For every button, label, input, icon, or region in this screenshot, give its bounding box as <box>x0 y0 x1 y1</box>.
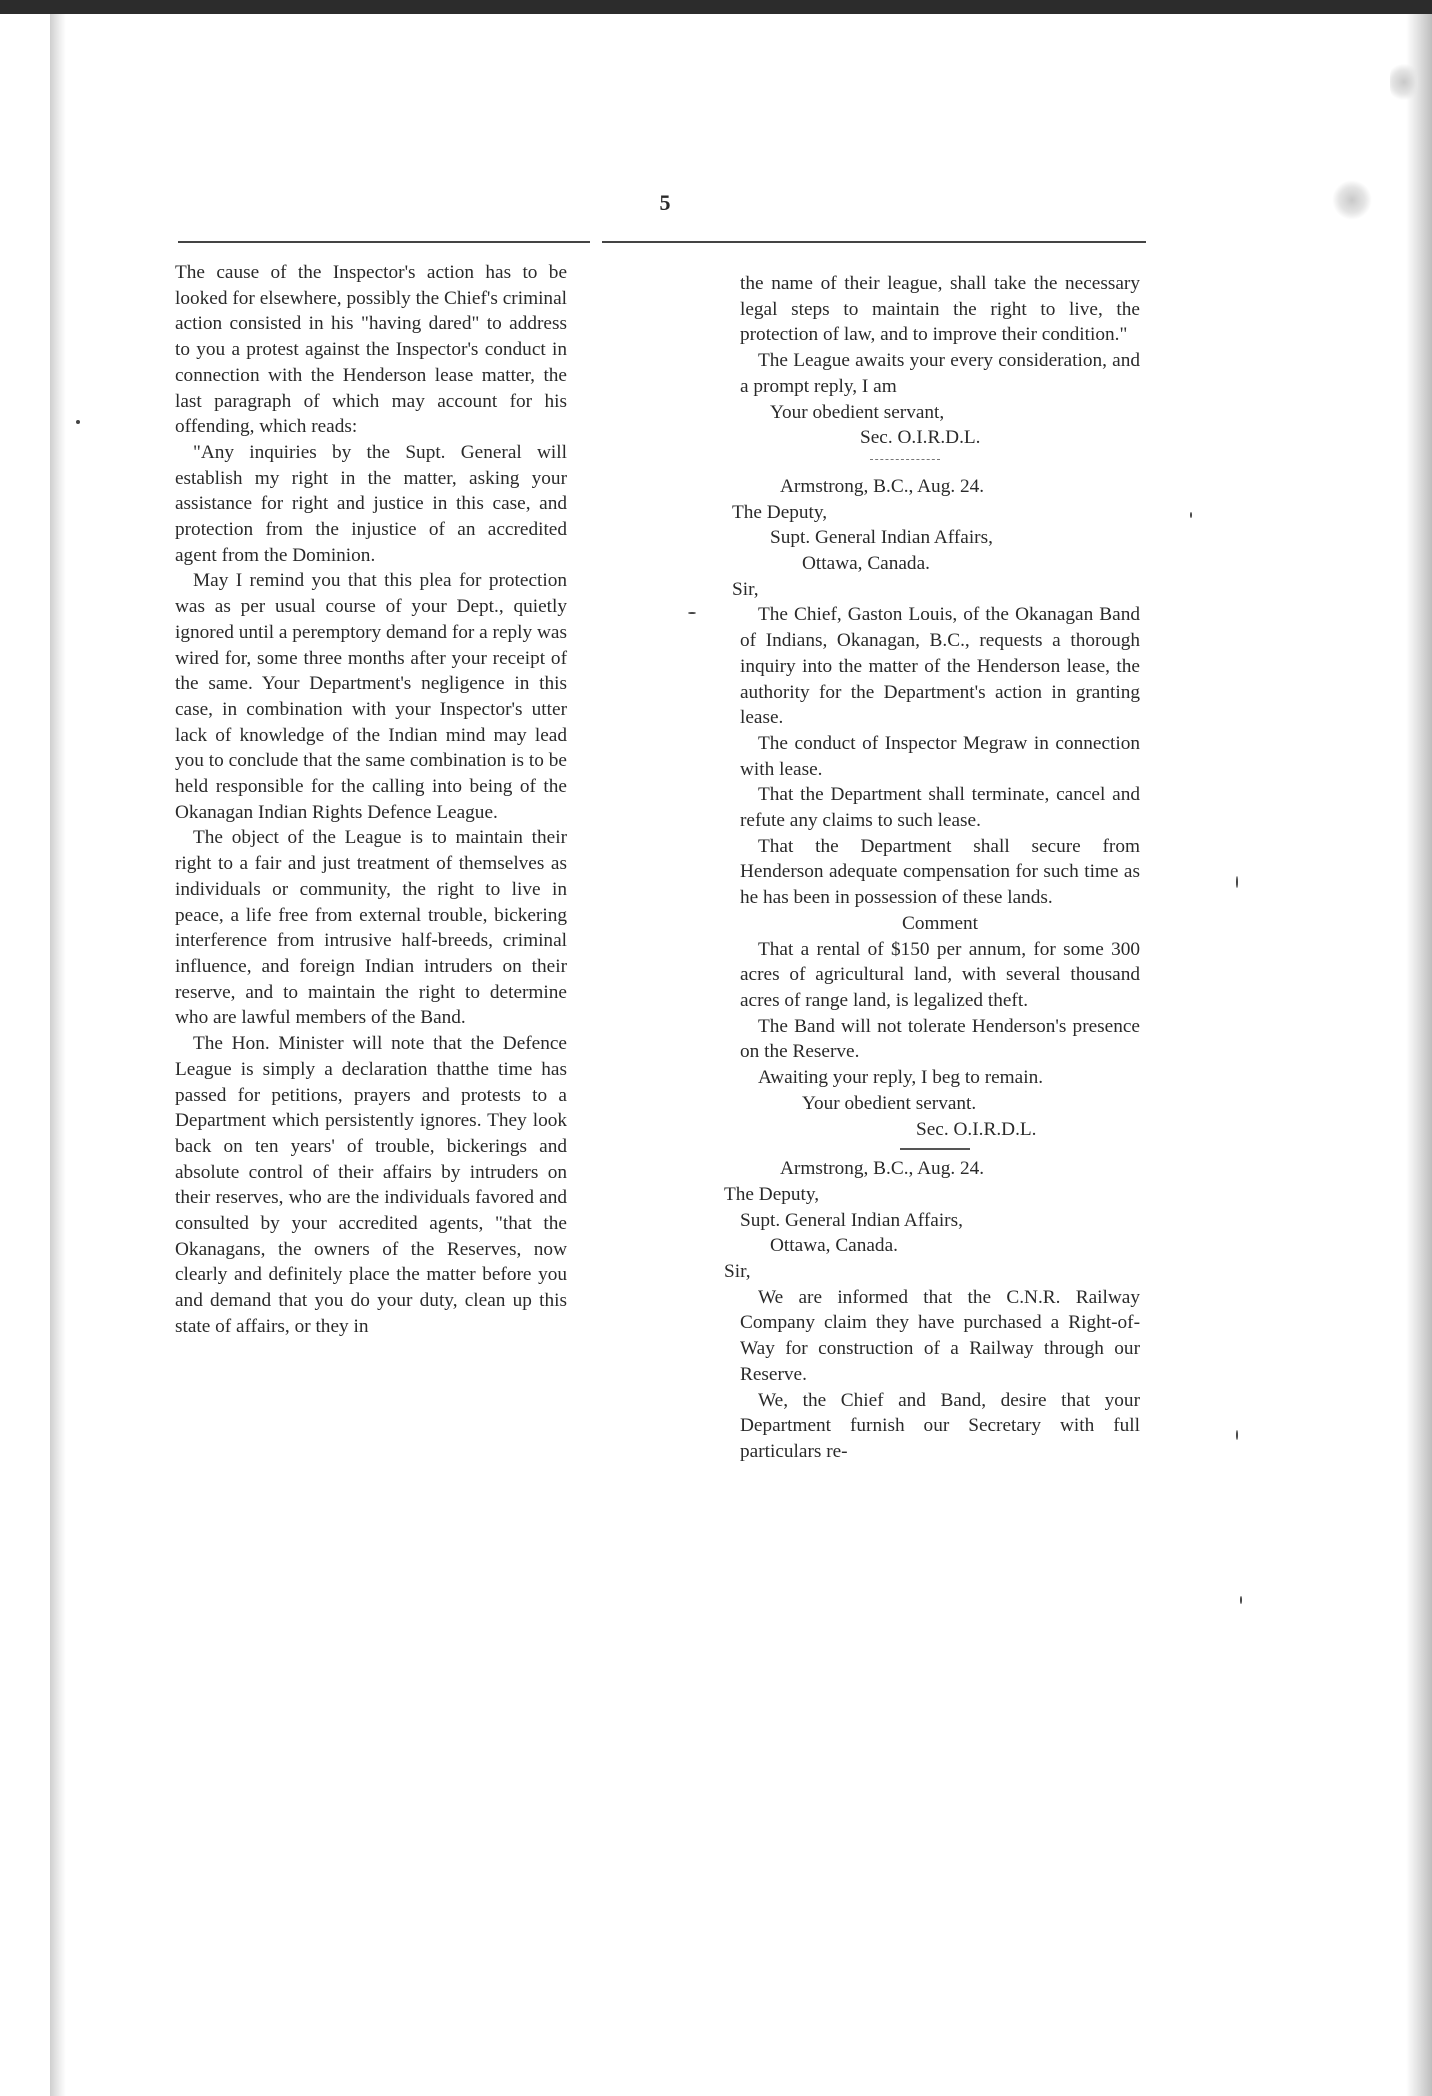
city: Ottawa, Canada. <box>770 1235 898 1257</box>
scan-speck <box>1236 1430 1238 1440</box>
dateline: Armstrong, B.C., Aug. 24. <box>780 475 985 497</box>
salutation: Sir, <box>732 578 759 600</box>
paper-damage-mark <box>1332 180 1372 220</box>
letter-paragraph: That the Department shall terminate, cancel and refute any claims to such lease. <box>740 784 1140 832</box>
body-paragraph: The object of the League is to maintain their right to a fair and just treatment of themselves as individuals or community, the right to live in peace, a life free from external trouble, bickering interference from intrusive half-breeds, criminal influence, and foreign Indian intruders on their reserve, and to maintain the right to determine who are lawful members of the Band. <box>175 827 567 1029</box>
closing-line: Your obedient servant, <box>770 401 945 423</box>
salutation: Sir, <box>724 1261 751 1283</box>
page-edge-shadow <box>1406 14 1432 2096</box>
comment-heading: Comment <box>901 912 979 934</box>
dateline: Armstrong, B.C., Aug. 24. <box>780 1158 985 1180</box>
signature: Sec. O.I.R.D.L. <box>860 427 981 449</box>
header-rule-left <box>178 241 590 243</box>
header-rule-right <box>602 241 1146 243</box>
letter-2 <box>724 1156 1140 1464</box>
right-column <box>724 271 1140 1465</box>
page-binding-shadow <box>50 14 66 2096</box>
section-divider <box>870 459 940 460</box>
city: Ottawa, Canada. <box>802 553 930 575</box>
continued-paragraph: the name of their league, shall take the necessary legal steps to maintain the right to live, the protection of law, and to improve their condition." <box>740 273 1140 346</box>
scan-top-border <box>0 0 1432 14</box>
closing-paragraph: The League awaits your every consideration, and a prompt reply, I am <box>740 350 1140 397</box>
department: Supt. General Indian Affairs, <box>770 527 993 549</box>
comment-paragraph: Awaiting your reply, I beg to remain. <box>758 1067 1044 1089</box>
department: Supt. General Indian Affairs, <box>740 1209 963 1231</box>
letter-paragraph: The Chief, Gaston Louis, of the Okanagan Band of Indians, Okanagan, B.C., requests a thorough inquiry into the matter of the Henderson lease, the authority for the Department's action in granting lease. <box>740 604 1140 729</box>
recipient: The Deputy, <box>732 501 828 523</box>
letter-1 <box>732 474 1140 1142</box>
recipient: The Deputy, <box>724 1183 820 1205</box>
letter-paragraph: The conduct of Inspector Megraw in connection with lease. <box>740 732 1140 780</box>
scan-speck <box>688 612 696 614</box>
section-divider <box>900 1148 970 1150</box>
letter-paragraph: We are informed that the C.N.R. Railway Company claim they have purchased a Right-of-Way for construction of a Railway through our Reserve. <box>740 1286 1140 1385</box>
letter-paragraph: We, the Chief and Band, desire that your Department furnish our Secretary with full particulars re- <box>740 1389 1140 1462</box>
scan-speck <box>1236 876 1238 888</box>
body-paragraph: The cause of the Inspector's action has to be looked for elsewhere, possibly the Chief's criminal action consisted in his "having dared" to address to you a protest against the Inspector's conduct in connection with the Henderson lease matter, the last paragraph of which may account for his offending, which reads: <box>175 262 567 438</box>
scan-speck <box>1190 512 1192 518</box>
left-column <box>175 260 567 1340</box>
page-number: 5 <box>659 190 671 215</box>
comment-paragraph: That a rental of $150 per annum, for some 300 acres of agricultural land, with several thousand acres of range land, is legalized theft. <box>740 938 1140 1011</box>
comment-paragraph: The Band will not tolerate Henderson's presence on the Reserve. <box>740 1015 1140 1063</box>
body-paragraph: The Hon. Minister will note that the Defence League is simply a declaration thatthe time has passed for petitions, prayers and protests to a Department which persistently ignores. They look back on ten years' of trouble, bickerings and absolute control of their affairs by intruders on their reserves, who are the individuals favored and consulted by your accredited agents, "that the Okanagans, the owners of the Reserves, now clearly and definitely place the matter before you and demand that you do your duty, clean up this state of affairs, or they in <box>175 1033 567 1337</box>
scan-speck <box>76 420 80 424</box>
body-paragraph: May I remind you that this plea for protection was as per usual course of your Dept., quietly ignored until a peremptory demand for a reply was wired for, some three months after your receipt of the same. Your Department's negligence in this case, in combination with your Inspector's utter lack of knowledge of the Indian mind may lead you to conclude that the same combination is to be held responsible for the calling into being of the Okanagan Indian Rights Defence League. <box>175 570 567 823</box>
letter-paragraph: That the Department shall secure from Henderson adequate compensation for such time as he has been in possession of these lands. <box>740 835 1140 909</box>
closing-line: Your obedient servant. <box>802 1092 977 1114</box>
quoted-paragraph: "Any inquiries by the Supt. General will establish my right in the matter, asking your assistance for right and justice in this case, and protection from the injustice of an accredited agent from the Dominion. <box>175 441 567 566</box>
paper-damage-mark <box>1390 60 1418 104</box>
signature: Sec. O.I.R.D.L. <box>916 1118 1037 1140</box>
scan-speck <box>1240 1596 1242 1604</box>
